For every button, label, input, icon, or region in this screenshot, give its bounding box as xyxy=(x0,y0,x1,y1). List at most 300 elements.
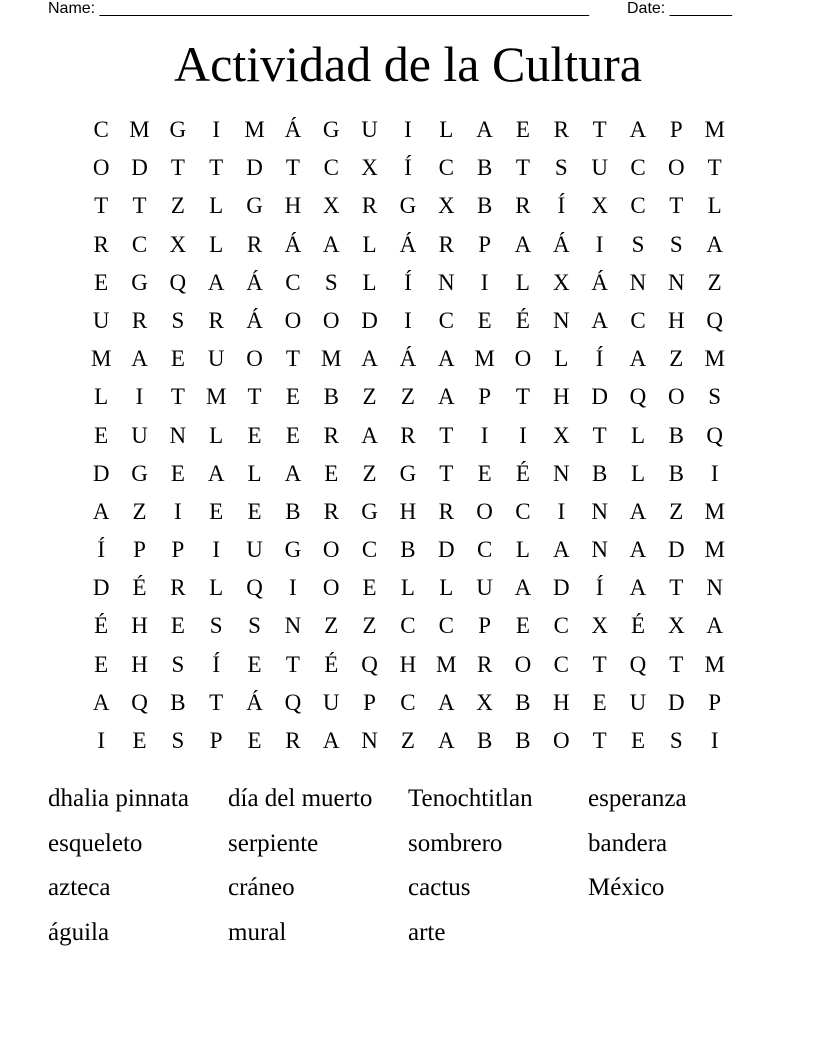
grid-letter: R xyxy=(438,498,454,524)
grid-row xyxy=(82,607,734,645)
grid-letter: R xyxy=(400,422,416,448)
grid-letter: Z xyxy=(707,269,722,295)
word-search-grid xyxy=(82,111,734,760)
grid-letter: L xyxy=(247,460,262,486)
grid-letter: R xyxy=(438,231,454,257)
grid-letter: U xyxy=(591,155,608,181)
grid-letter: G xyxy=(284,537,302,563)
grid-letter: A xyxy=(437,384,455,410)
grid-letter: Á xyxy=(399,346,417,372)
grid-letter: X xyxy=(552,422,570,448)
grid-letter: M xyxy=(704,117,725,142)
grid-letter: Á xyxy=(284,231,302,257)
grid-letter: B xyxy=(668,422,684,448)
grid-letter: Í xyxy=(404,269,412,295)
grid-row xyxy=(82,722,734,760)
grid-letter: X xyxy=(668,613,685,639)
grid-letter: I xyxy=(710,460,719,486)
grid-letter: Q xyxy=(246,575,263,601)
grid-letter: A xyxy=(514,231,532,257)
grid-letter: P xyxy=(171,537,185,563)
grid-letter: G xyxy=(246,193,263,219)
grid-letter: A xyxy=(284,460,302,486)
grid-letter: Z xyxy=(362,460,377,486)
grid-letter: A xyxy=(706,613,723,639)
grid-letter: L xyxy=(439,575,454,601)
grid-row xyxy=(82,111,734,149)
grid-letter: R xyxy=(553,117,569,142)
grid-letter: É xyxy=(630,613,646,639)
grid-letter: P xyxy=(478,384,491,410)
grid-letter: R xyxy=(515,193,531,219)
grid-letter: C xyxy=(323,155,339,181)
grid-letter: I xyxy=(710,728,719,753)
grid-letter: Á xyxy=(399,231,417,257)
grid-letter: N xyxy=(552,460,570,486)
grid-letter: I xyxy=(212,537,221,563)
grid-letter: E xyxy=(592,689,607,715)
grid-letter: B xyxy=(400,537,416,563)
grid-letter: R xyxy=(476,651,493,677)
grid-letter: L xyxy=(515,269,530,295)
grid-letter: T xyxy=(285,346,300,372)
grid-letter: N xyxy=(361,728,378,753)
grid-letter: S xyxy=(669,231,683,257)
word-list-item: día del muerto xyxy=(228,785,373,812)
grid-letter: I xyxy=(97,728,105,753)
grid-letter: H xyxy=(131,651,148,677)
grid-letter: L xyxy=(362,269,377,295)
grid-letter: L xyxy=(630,460,646,486)
page-title: Actividad de la Cultura xyxy=(174,36,642,92)
grid-letter: R xyxy=(285,728,301,753)
grid-letter: C xyxy=(361,537,378,563)
grid-letter: E xyxy=(209,498,224,524)
grid-letter: U xyxy=(131,422,148,448)
grid-letter: E xyxy=(324,460,339,486)
grid-letter: Z xyxy=(669,346,684,372)
grid-letter: Q xyxy=(284,689,302,715)
grid-letter: Z xyxy=(324,613,339,639)
worksheet-header xyxy=(48,0,740,20)
grid-letter: B xyxy=(476,155,493,181)
grid-letter: A xyxy=(207,269,225,295)
grid-letter: N xyxy=(552,307,570,333)
grid-letter: R xyxy=(170,575,186,601)
word-list-item: águila xyxy=(48,919,110,947)
grid-letter: P xyxy=(478,231,491,257)
grid-letter: S xyxy=(669,728,683,753)
grid-letter: E xyxy=(94,651,109,677)
grid-letter: Z xyxy=(400,384,415,410)
grid-letter: T xyxy=(209,155,224,181)
word-list-item: México xyxy=(588,874,665,902)
grid-letter: I xyxy=(174,498,182,524)
grid-letter: T xyxy=(592,728,607,753)
word-list-item: serpiente xyxy=(228,829,319,857)
grid-letter: C xyxy=(553,651,569,677)
grid-letter: E xyxy=(630,728,646,753)
grid-letter: É xyxy=(132,575,147,601)
grid-letter: E xyxy=(247,498,262,524)
grid-letter: R xyxy=(323,498,339,524)
grid-letter: E xyxy=(94,269,109,295)
grid-letter: Á xyxy=(284,117,302,142)
grid-letter: I xyxy=(480,269,489,295)
grid-letter: X xyxy=(437,193,455,219)
grid-letter: O xyxy=(322,575,340,601)
grid-letter: O xyxy=(284,307,302,333)
grid-letter: Q xyxy=(629,384,647,410)
grid-letter: T xyxy=(209,689,224,715)
grid-letter: X xyxy=(476,689,493,715)
grid-letter: N xyxy=(706,575,723,601)
grid-letter: I xyxy=(404,307,412,333)
grid-letter: G xyxy=(169,117,187,142)
grid-letter: T xyxy=(592,651,607,677)
grid-letter: X xyxy=(591,193,608,219)
grid-row xyxy=(82,531,734,569)
grid-row xyxy=(82,226,734,264)
grid-letter: Q xyxy=(169,269,187,295)
grid-letter: M xyxy=(436,651,457,677)
grid-letter: P xyxy=(669,117,683,142)
grid-letter: I xyxy=(519,422,527,448)
grid-letter: O xyxy=(514,651,532,677)
grid-letter: H xyxy=(552,384,570,410)
grid-letter: A xyxy=(322,231,340,257)
grid-letter: C xyxy=(630,307,646,333)
grid-letter: A xyxy=(552,537,570,563)
grid-letter: O xyxy=(552,728,570,753)
grid-row xyxy=(82,378,734,416)
grid-letter: U xyxy=(629,689,647,715)
grid-row xyxy=(82,302,734,340)
grid-letter: T xyxy=(285,155,300,181)
grid-letter: A xyxy=(591,307,608,333)
word-list-item: esperanza xyxy=(588,785,687,812)
grid-letter: A xyxy=(437,689,455,715)
grid-row xyxy=(82,493,734,531)
grid-letter: M xyxy=(205,384,227,410)
grid-letter: É xyxy=(94,613,109,639)
grid-letter: Q xyxy=(361,651,378,677)
grid-letter: C xyxy=(630,155,646,181)
grid-letter: P xyxy=(209,728,223,753)
grid-letter: B xyxy=(668,460,684,486)
grid-letter: S xyxy=(324,269,338,295)
grid-letter: Q xyxy=(706,307,723,333)
grid-letter: S xyxy=(171,728,185,753)
grid-letter: S xyxy=(171,651,185,677)
grid-letter: M xyxy=(704,346,725,372)
grid-letter: C xyxy=(476,537,493,563)
grid-letter: Z xyxy=(170,193,185,219)
grid-letter: I xyxy=(557,498,566,524)
grid-letter: U xyxy=(207,346,225,372)
grid-letter: A xyxy=(322,728,340,753)
grid-letter: D xyxy=(361,307,378,333)
grid-letter: N xyxy=(169,422,187,448)
grid-letter: A xyxy=(92,498,110,524)
word-list-item: cráneo xyxy=(228,874,295,902)
word-list-item: cactus xyxy=(408,874,471,902)
grid-letter: Á xyxy=(246,269,263,295)
grid-letter: M xyxy=(474,346,495,372)
grid-letter: Q xyxy=(629,651,647,677)
grid-letter: I xyxy=(595,231,604,257)
grid-letter: O xyxy=(514,346,532,372)
grid-letter: N xyxy=(437,269,455,295)
grid-letter: P xyxy=(363,689,376,715)
grid-letter: G xyxy=(131,269,148,295)
grid-letter: A xyxy=(629,117,647,142)
grid-letter: A xyxy=(437,728,455,753)
grid-letter: D xyxy=(668,537,685,563)
grid-letter: X xyxy=(322,193,340,219)
grid-letter: Í xyxy=(595,575,604,601)
grid-letter: S xyxy=(209,613,223,639)
grid-letter: C xyxy=(515,498,531,524)
grid-letter: U xyxy=(92,307,110,333)
word-list-item: mural xyxy=(228,919,287,947)
grid-letter: O xyxy=(322,537,340,563)
grid-letter: E xyxy=(94,422,109,448)
grid-letter: T xyxy=(515,155,530,181)
grid-letter: X xyxy=(169,231,187,257)
grid-row xyxy=(82,340,734,378)
grid-letter: A xyxy=(476,117,493,142)
grid-letter: R xyxy=(93,231,109,257)
grid-letter: T xyxy=(439,422,454,448)
grid-letter: A xyxy=(361,422,378,448)
grid-letter: A xyxy=(207,460,225,486)
grid-letter: E xyxy=(247,422,262,448)
grid-row xyxy=(82,417,734,455)
grid-letter: L xyxy=(209,575,224,601)
grid-letter: T xyxy=(592,422,607,448)
grid-letter: S xyxy=(171,307,185,333)
grid-letter: C xyxy=(438,613,454,639)
grid-letter: L xyxy=(209,422,224,448)
grid-letter: Í xyxy=(595,346,604,372)
grid-letter: H xyxy=(131,613,148,639)
grid-letter: O xyxy=(668,384,685,410)
grid-letter: A xyxy=(629,575,647,601)
word-list-item: azteca xyxy=(48,874,111,902)
grid-letter: D xyxy=(437,537,455,563)
grid-letter: C xyxy=(438,307,454,333)
word-list-item: bandera xyxy=(588,829,668,857)
grid-letter: P xyxy=(708,689,722,715)
grid-letter: G xyxy=(131,460,148,486)
grid-letter: T xyxy=(669,193,684,219)
grid-letter: I xyxy=(480,422,489,448)
word-list-item: dhalia pinnata xyxy=(48,785,189,812)
name-field-label: Name: _______________________________________________________ xyxy=(48,0,589,17)
grid-letter: R xyxy=(131,307,148,333)
grid-letter: B xyxy=(515,728,531,753)
grid-letter: X xyxy=(552,269,570,295)
grid-letter: M xyxy=(704,651,725,677)
grid-letter: D xyxy=(246,155,263,181)
grid-letter: Z xyxy=(669,498,684,524)
grid-letter: I xyxy=(212,117,221,142)
grid-letter: E xyxy=(362,575,377,601)
grid-letter: A xyxy=(361,346,378,372)
grid-letter: Í xyxy=(97,537,105,563)
grid-letter: M xyxy=(129,117,150,142)
grid-letter: L xyxy=(554,346,569,372)
grid-letter: N xyxy=(629,269,647,295)
grid-letter: O xyxy=(92,155,110,181)
grid-letter: A xyxy=(514,575,532,601)
grid-letter: C xyxy=(400,689,416,715)
grid-letter: E xyxy=(515,117,530,142)
grid-letter: L xyxy=(630,422,646,448)
grid-letter: T xyxy=(669,651,684,677)
grid-letter: C xyxy=(400,613,416,639)
grid-letter: D xyxy=(92,575,110,601)
grid-letter: C xyxy=(630,193,646,219)
grid-letter: B xyxy=(476,728,493,753)
word-list-item: sombrero xyxy=(408,829,503,857)
grid-letter: S xyxy=(708,384,722,410)
grid-letter: X xyxy=(591,613,608,639)
grid-letter: E xyxy=(285,422,300,448)
grid-row xyxy=(82,149,734,187)
grid-letter: R xyxy=(246,231,263,257)
grid-letter: S xyxy=(554,155,568,181)
word-list xyxy=(48,780,768,959)
grid-letter: T xyxy=(285,651,300,677)
grid-letter: L xyxy=(400,575,415,601)
grid-letter: H xyxy=(668,307,685,333)
grid-letter: I xyxy=(289,575,297,601)
grid-letter: U xyxy=(322,689,340,715)
grid-letter: U xyxy=(361,117,378,142)
grid-letter: P xyxy=(478,613,491,639)
grid-letter: M xyxy=(704,537,725,563)
grid-letter: E xyxy=(132,728,147,753)
grid-letter: A xyxy=(629,346,647,372)
grid-letter: E xyxy=(477,460,492,486)
grid-letter: E xyxy=(247,651,262,677)
grid-letter: E xyxy=(247,728,262,753)
grid-letter: R xyxy=(208,307,224,333)
grid-letter: G xyxy=(361,498,378,524)
grid-letter: Í xyxy=(404,155,412,181)
grid-row xyxy=(82,187,734,225)
grid-letter: R xyxy=(361,193,378,219)
grid-letter: T xyxy=(170,155,185,181)
grid-letter: T xyxy=(132,193,147,219)
grid-letter: H xyxy=(399,498,417,524)
grid-letter: G xyxy=(399,193,417,219)
grid-letter: L xyxy=(209,193,224,219)
grid-letter: T xyxy=(669,575,684,601)
grid-letter: A xyxy=(629,498,647,524)
grid-letter: T xyxy=(170,384,185,410)
grid-letter: N xyxy=(284,613,302,639)
grid-letter: D xyxy=(92,460,110,486)
grid-letter: Z xyxy=(132,498,147,524)
grid-letter: É xyxy=(324,651,339,677)
grid-letter: A xyxy=(437,346,455,372)
grid-letter: Z xyxy=(362,613,377,639)
grid-letter: É xyxy=(515,460,530,486)
grid-letter: C xyxy=(93,117,109,142)
grid-letter: I xyxy=(404,117,412,142)
grid-letter: B xyxy=(515,689,531,715)
grid-letter: Q xyxy=(706,422,723,448)
grid-letter: L xyxy=(707,193,722,219)
grid-letter: E xyxy=(170,460,185,486)
grid-letter: H xyxy=(399,651,417,677)
grid-letter: D xyxy=(552,575,570,601)
grid-letter: T xyxy=(94,193,109,219)
grid-letter: D xyxy=(131,155,148,181)
grid-letter: N xyxy=(591,498,608,524)
grid-letter: T xyxy=(439,460,454,486)
grid-letter: B xyxy=(476,193,493,219)
grid-letter: L xyxy=(439,117,454,142)
grid-letter: T xyxy=(515,384,530,410)
grid-letter: T xyxy=(247,384,262,410)
grid-letter: L xyxy=(209,231,224,257)
grid-letter: M xyxy=(321,346,342,372)
grid-letter: C xyxy=(438,155,454,181)
grid-letter: C xyxy=(285,269,301,295)
grid-letter: M xyxy=(90,346,112,372)
word-list-item: arte xyxy=(408,919,446,947)
grid-letter: L xyxy=(94,384,109,410)
grid-row xyxy=(82,684,734,722)
grid-letter: A xyxy=(92,689,110,715)
grid-letter: N xyxy=(668,269,685,295)
grid-letter: M xyxy=(704,498,725,524)
grid-letter: I xyxy=(135,384,144,410)
grid-letter: G xyxy=(322,117,340,142)
grid-letter: Z xyxy=(362,384,377,410)
grid-letter: Z xyxy=(400,728,415,753)
word-list-item: Tenochtitlan xyxy=(408,785,533,812)
grid-letter: D xyxy=(668,689,685,715)
grid-letter: E xyxy=(477,307,492,333)
grid-letter: E xyxy=(285,384,300,410)
grid-letter: Q xyxy=(131,689,148,715)
word-list-item: esqueleto xyxy=(48,829,143,857)
grid-letter: A xyxy=(629,537,647,563)
grid-letter: L xyxy=(362,231,377,257)
grid-letter: C xyxy=(553,613,569,639)
grid-letter: Á xyxy=(552,231,570,257)
grid-letter: N xyxy=(591,537,608,563)
date-field-label: Date: _______ xyxy=(627,0,732,17)
grid-letter: M xyxy=(244,117,265,142)
grid-letter: G xyxy=(399,460,417,486)
grid-letter: Í xyxy=(212,651,221,677)
grid-letter: E xyxy=(515,613,530,639)
grid-letter: H xyxy=(284,193,302,219)
grid-letter: Á xyxy=(591,269,608,295)
grid-letter: Í xyxy=(557,193,566,219)
grid-letter: O xyxy=(668,155,685,181)
grid-letter: O xyxy=(476,498,493,524)
grid-letter: T xyxy=(592,117,607,142)
grid-letter: Á xyxy=(246,689,263,715)
grid-letter: É xyxy=(515,307,530,333)
